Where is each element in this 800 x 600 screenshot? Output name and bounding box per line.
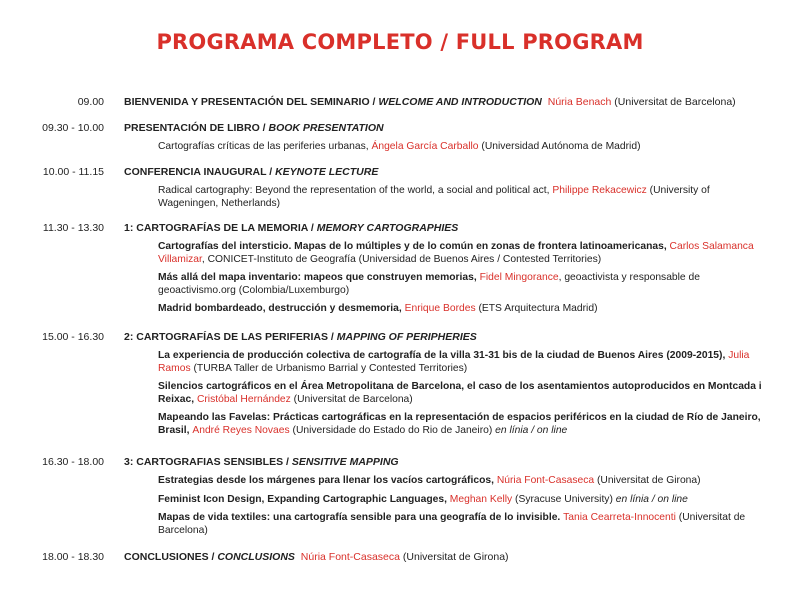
speaker-name: Cristóbal Hernández <box>196 393 291 405</box>
talk-item: Estrategias desde los márgenes para llenar los vacíos cartográficos, Núria Font-Casaseca (Universitat de Girona) <box>158 475 701 486</box>
speaker-name: Meghan Kelly <box>449 493 513 505</box>
speaker-name: Núria Benach <box>547 96 612 108</box>
session-heading: BIENVENIDA Y PRESENTACIÓN DEL SEMINARIO / WELCOME AND INTRODUCTION Núria Benach (Universitat de Barcelona) <box>124 96 736 108</box>
speaker-name: Núria Font-Casaseca <box>496 475 595 486</box>
session-heading: 3: CARTOGRAFIAS SENSIBLES / SENSITIVE MAPPING <box>124 456 399 468</box>
session-time: 15.00 - 16.30 <box>42 331 104 343</box>
talk-item: Cartografías del intersticio. Mapas de lo múltiples y de lo común en zonas de frontera latinoamericanas, Carlos Salamanca Villamizar, CONICET-Instituto de Geografía (Universidad de Buenos Aires / Contested Territories) <box>158 241 754 265</box>
speaker-affiliation: (Universitat de Barcelona) <box>614 96 736 108</box>
online-note: en línia / on line <box>495 424 568 436</box>
talk-item: Cartografías críticas de las periferies urbanas, Ángela García Carballo (Universidad Autónoma de Madrid) <box>158 141 641 152</box>
speaker-name: Tania Cearreta-Innocenti <box>563 512 676 524</box>
speaker-name: Fidel Mingorance <box>479 272 559 284</box>
speaker-name: Julia Ramos <box>158 350 750 374</box>
session-time: 18.00 - 18.30 <box>42 551 104 563</box>
speaker-name: Carlos Salamanca Villamizar <box>158 241 754 265</box>
speaker-name: Philippe Rekacewicz <box>552 185 647 196</box>
session-heading: CONCLUSIONES / CONCLUSIONS Núria Font-Casaseca (Universitat de Girona) <box>124 551 509 563</box>
talk-item: Feminist Icon Design, Expanding Cartographic Languages, Meghan Kelly (Syracuse University) en línia / on line <box>158 493 688 505</box>
speaker-name: André Reyes Novaes <box>192 424 290 436</box>
session-heading: PRESENTACIÓN DE LIBRO / BOOK PRESENTATION <box>124 122 384 134</box>
speaker-name: Enrique Bordes <box>404 303 476 315</box>
talk-item: Silencios cartográficos en el Área Metropolitana de Barcelona, el caso de los asentamientos autoproducidos en Montcada i Reixac, Cristóbal Hernández (Universitat de Barcelona) <box>158 381 762 405</box>
session-time: 10.00 - 11.15 <box>42 166 104 178</box>
online-note: en línia / on line <box>615 493 688 505</box>
session-time: 11.30 - 13.30 <box>42 222 104 234</box>
speaker-name: Núria Font-Casaseca <box>300 551 400 563</box>
talk-item: Madrid bombardeado, destrucción y desmemoria, Enrique Bordes (ETS Arquitectura Madrid) <box>158 303 598 315</box>
talk-item: Mapas de vida textiles: una cartografía sensible para una geografía de lo invisible. Tania Cearreta-Innocenti (Universitat de Barcelona) <box>158 512 746 536</box>
session-heading: 2: CARTOGRAFÍAS DE LAS PERIFERIAS / MAPPING OF PERIPHERIES <box>124 331 477 343</box>
session-time: 16.30 - 18.00 <box>42 456 104 468</box>
talk-item: Radical cartography: Beyond the representation of the world, a social and political act, Philippe Rekacewicz (University of Wageningen, Netherlands) <box>158 185 710 209</box>
speaker-affiliation: (Universitat de Girona) <box>402 551 509 563</box>
session-time: 09.00 <box>77 96 104 108</box>
talk-item: Más allá del mapa inventario: mapeos que construyen memorias, Fidel Mingorance, geoactivista y responsable de geoactivismo.org (Colombia/Luxemburgo) <box>158 272 700 296</box>
session-heading: CONFERENCIA INAUGURAL / KEYNOTE LECTURE <box>124 166 379 178</box>
session-time: 09.30 - 10.00 <box>42 122 104 134</box>
speaker-name: Ángela García Carballo <box>371 141 479 152</box>
talk-item: La experiencia de producción colectiva de cartografía de la villa 31-31 bis de la ciudad de Buenos Aires (2009-2015), Julia Ramos (TURBA Taller de Urbanismo Barrial y Contested Territories) <box>158 350 750 374</box>
session-heading: 1: CARTOGRAFÍAS DE LA MEMORIA / MEMORY CARTOGRAPHIES <box>124 222 459 234</box>
talk-item: Mapeando las Favelas: Prácticas cartográficas en la representación de espacios periféricos en la ciudad de Río de Janeiro, Brasil, André Reyes Novaes (Universidade do Estado do Rio de Janeiro) en línia / on line <box>158 412 761 436</box>
page-title: PROGRAMA COMPLETO / FULL PROGRAM <box>156 30 644 54</box>
